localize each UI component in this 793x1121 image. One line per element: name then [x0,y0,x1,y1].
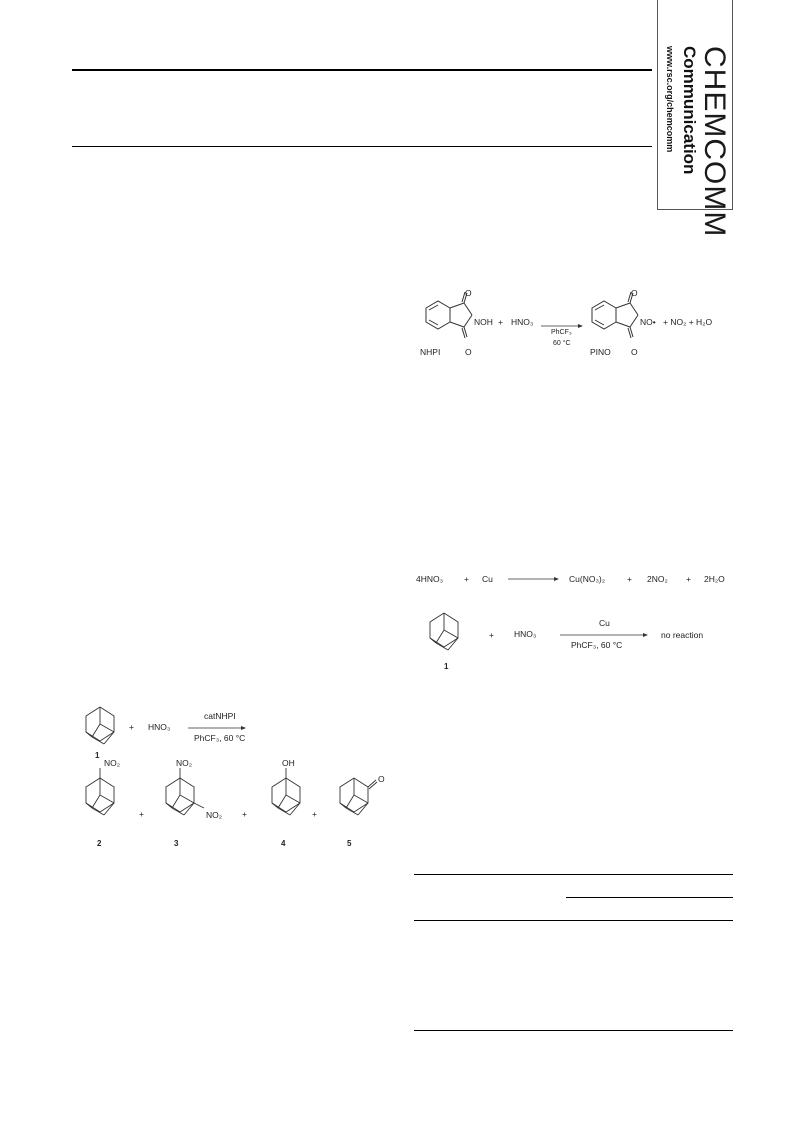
plus-2: + [627,574,632,584]
copper-metal: Cu [482,574,493,584]
plus-sign: + [498,317,503,327]
conditions: PhCF₃, 60 °C [571,640,623,650]
plus-d: + [312,809,317,819]
compound-1: 1 [95,751,100,760]
plus-4: + [489,630,494,640]
compound-2: 2 [97,839,102,848]
plus-3: + [686,574,691,584]
plus-b: + [139,809,144,819]
product-4-group: OH [282,758,295,768]
reagent-hno3: HNO₃ [514,629,537,639]
nhpi-carbonyl-top: O [465,288,472,298]
scheme-copper [412,568,742,678]
nitration-arrow [188,723,248,733]
cu-catalyst: Cu [599,618,610,628]
journal-brand: CHEMCOMM [698,46,731,238]
product-2-group: NO₂ [104,758,121,768]
product-5-structure [328,768,398,828]
pino-label: PINO [590,347,611,357]
nhpi-catalyst: catNHPI [204,711,236,721]
header-rule-bottom [72,146,652,147]
compound-4: 4 [281,839,286,848]
product-3-group-top: NO₂ [176,758,193,768]
nitration-conditions: PhCF₃, 60 °C [194,733,246,743]
product-5-group: O [378,774,385,784]
water: 2H₂O [704,574,725,584]
compound-3: 3 [174,839,179,848]
no-reaction-arrow [560,630,660,640]
copper-nitrate: Cu(NO₃)₂ [569,574,606,584]
reactant-nitric-acid: 4HNO₃ [416,574,444,584]
table-rule-bottom [414,1030,733,1031]
nitric-acid: HNO₃ [511,317,534,327]
product-2-structure [74,768,134,828]
compound-5: 5 [347,839,352,848]
nhpi-structure [426,292,472,338]
plus-1: + [464,574,469,584]
plus-c: + [242,809,247,819]
solvent-label: PhCF₃ [551,329,572,336]
temperature-label: 60 °C [553,340,571,347]
reactant-adamantane [74,704,134,754]
header-rule-top [72,69,652,71]
nhpi-carbonyl-bottom: O [465,347,472,357]
nhpi-hydroxyl: NOH [474,317,493,327]
table-rule-top [414,874,733,875]
plus-a: + [129,722,134,732]
pino-carbonyl-top: O [631,288,638,298]
pino-structure [592,292,638,338]
table-rule-group [566,897,733,898]
journal-sidebar [657,0,733,238]
journal-url: www.rsc.org/chemcomm [665,46,675,153]
pino-carbonyl-bottom: O [631,347,638,357]
nhpi-label: NHPI [420,347,441,357]
pino-radical: NO• [640,317,656,327]
nitric-acid-2: HNO₃ [148,722,171,732]
scheme-nitration [70,698,390,858]
scheme-nhpi-oxidation [412,286,742,366]
article-type: Communication [680,46,699,175]
product-4-structure [260,768,320,828]
table-rule-header [414,920,733,921]
no-reaction: no reaction [661,630,704,640]
product-3-group-side: NO₂ [206,810,223,820]
byproducts: + NO₂ + H₂O [663,317,713,327]
compound-1-label: 1 [444,662,449,671]
nitrogen-dioxide: 2NO₂ [647,574,668,584]
adamantane-1-structure [418,610,478,662]
